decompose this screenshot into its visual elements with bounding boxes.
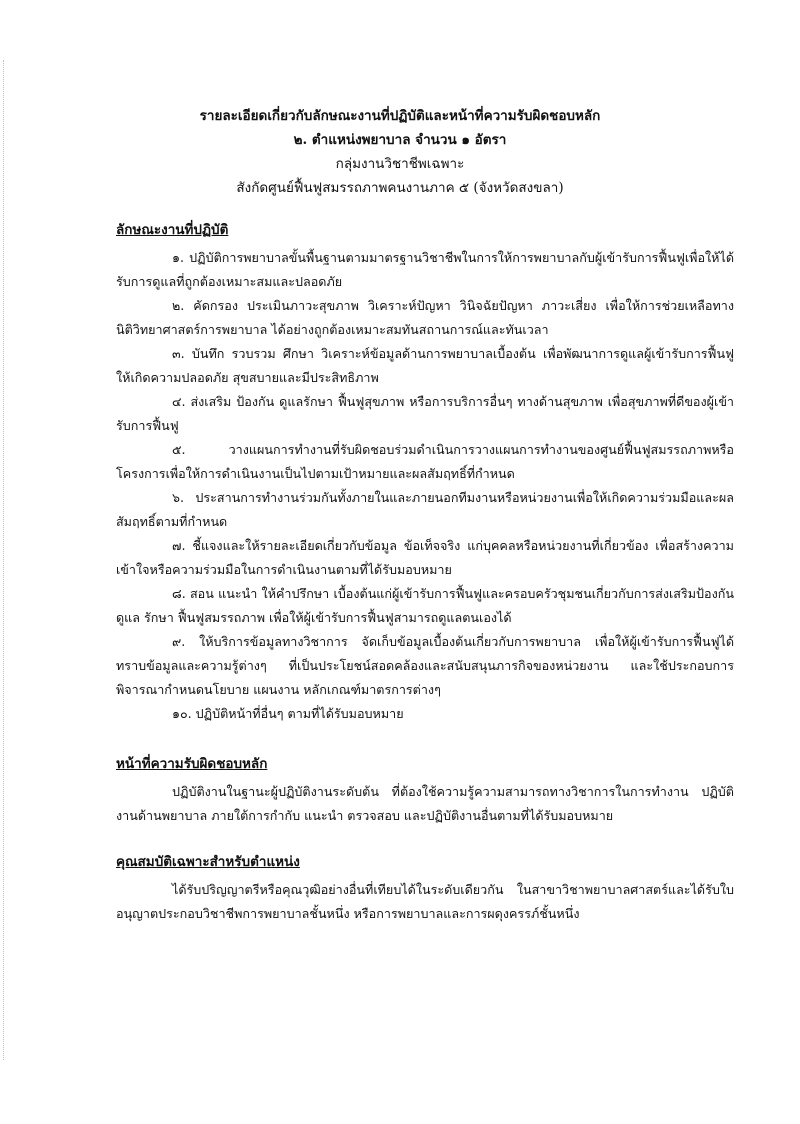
duty-item: ๒. คัดกรอง ประเมินภาวะสุขภาพ วิเคราะห์ปัญหา วินิจฉัยปัญหา ภาวะเสี่ยง เพื่อให้การช่วยเหลือทางนิติวิทยาศาสตร์การพยาบาล ได้อย่างถูกต้องเหมาะสมทันสถานการณ์และทันเวลา xyxy=(116,298,734,337)
duty-item: ๑๐. ปฏิบัติหน้าที่อื่นๆ ตามที่ได้รับมอบหมาย xyxy=(172,706,404,721)
duty-item: ๖. ประสานการทำงานร่วมกันทั้งภายในและภายนอกทีมงานหรือหน่วยงานเพื่อให้เกิดความร่วมมือและผลสัมฤทธิ์ตามที่กำหนด xyxy=(116,490,734,529)
duties-title: ลักษณะงานที่ปฏิบัติ xyxy=(116,222,229,238)
responsibilities-title: หน้าที่ความรับผิดชอบหลัก xyxy=(116,756,268,772)
qualifications-section xyxy=(116,850,734,926)
responsibilities-text: ปฏิบัติงานในฐานะผู้ปฏิบัติงานระดับต้น ที่ต้องใช้ความรู้ความสามารถทางวิชาการในการทำงาน ปฏิบัติงานด้านพยาบาล ภายใต้การกำกับ แนะนำ ตรวจสอบ และปฏิบัติงานอื่นตามที่ได้รับมอบหมาย xyxy=(116,784,734,823)
duty-item: ๑. ปฏิบัติการพยาบาลขั้นพื้นฐานตามมาตรฐานวิชาชีพในการให้การพยาบาลกับผู้เข้ารับการฟื้นฟูเพื่อให้ได้รับการดูแลที่ถูกต้องเหมาะสมและปลอดภัย xyxy=(116,250,734,289)
qualifications-text: ได้รับปริญญาตรีหรือคุณวุฒิอย่างอื่นที่เทียบได้ในระดับเดียวกัน ในสาขาวิชาพยาบาลศาสตร์และได้รับใบอนุญาตประกอบวิชาชีพการพยาบาลชั้นหนึ่ง หรือการพยาบาลและการผดุงครรภ์ชั้นหนึ่ง xyxy=(116,882,734,921)
header-affiliation: สังกัดศูนย์ฟื้นฟูสมรรถภาพคนงานภาค ๕ (จังหวัดสงขลา) xyxy=(236,180,564,196)
duty-item: ๙. ให้บริการข้อมูลทางวิชาการ จัดเก็บข้อมูลเบื้องต้นเกี่ยวกับการพยาบาล เพื่อให้ผู้เข้ารับการฟื้นฟูได้ทราบข้อมูลและความรู้ต่างๆ ที่เป็นประโยชน์สอดคล้องและสนับสนุนภารกิจของหน่วยงาน และใช้ประกอบการพิจารณากำหนดนโยบาย แผนงาน หลักเกณฑ์มาตรการต่างๆ xyxy=(116,634,734,697)
document-header xyxy=(80,104,720,200)
duty-item: ๘. สอน แนะนำ ให้คำปรึกษา เบื้องต้นแก่ผู้เข้ารับการฟื้นฟูและครอบครัวชุมชนเกี่ยวกับการส่งเสริมป้องกันดูแล รักษา ฟื้นฟูสมรรถภาพ เพื่อให้ผู้เข้ารับการฟื้นฟูสามารถดูแลตนเองได้ xyxy=(116,586,734,625)
qualifications-title: คุณสมบัติเฉพาะสำหรับตำแหน่ง xyxy=(116,854,300,870)
header-group: กลุ่มงานวิชาชีพเฉพาะ xyxy=(335,156,465,172)
duty-item: ๗. ชี้แจงและให้รายละเอียดเกี่ยวกับข้อมูล ข้อเท็จจริง แก่บุคคลหรือหน่วยงานที่เกี่ยวข้อง เพื่อสร้างความเข้าใจหรือความร่วมมือในการดำเนินงานตามที่ได้รับมอบหมาย xyxy=(116,538,734,577)
duty-item: ๓. บันทึก รวบรวม ศึกษา วิเคราะห์ข้อมูลด้านการพยาบาลเบื้องต้น เพื่อพัฒนาการดูแลผู้เข้ารับการฟื้นฟู ให้เกิดความปลอดภัย สุขสบายและมีประสิทธิภาพ xyxy=(116,346,734,385)
duty-item: ๕. วางแผนการทำงานที่รับผิดชอบร่วมดำเนินการวางแผนการทำงานของศูนย์ฟื้นฟูสมรรถภาพหรือโครงการเพื่อให้การดำเนินงานเป็นไปตามเป้าหมายและผลสัมฤทธิ์ที่กำหนด xyxy=(116,442,734,481)
header-title: รายละเอียดเกี่ยวกับลักษณะงานที่ปฏิบัติและหน้าที่ความรับผิดชอบหลัก xyxy=(199,108,601,124)
header-position: ๒. ตำแหน่งพยาบาล จำนวน ๑ อัตรา xyxy=(293,132,507,148)
duty-item: ๔. ส่งเสริม ป้องกัน ดูแลรักษา ฟื้นฟูสุขภาพ หรือการบริการอื่นๆ ทางด้านสุขภาพ เพื่อสุขภาพที่ดีของผู้เข้ารับการฟื้นฟู xyxy=(116,394,734,433)
scan-edge-mark xyxy=(3,60,5,1060)
duties-section xyxy=(116,218,734,726)
responsibilities-section xyxy=(116,752,734,828)
